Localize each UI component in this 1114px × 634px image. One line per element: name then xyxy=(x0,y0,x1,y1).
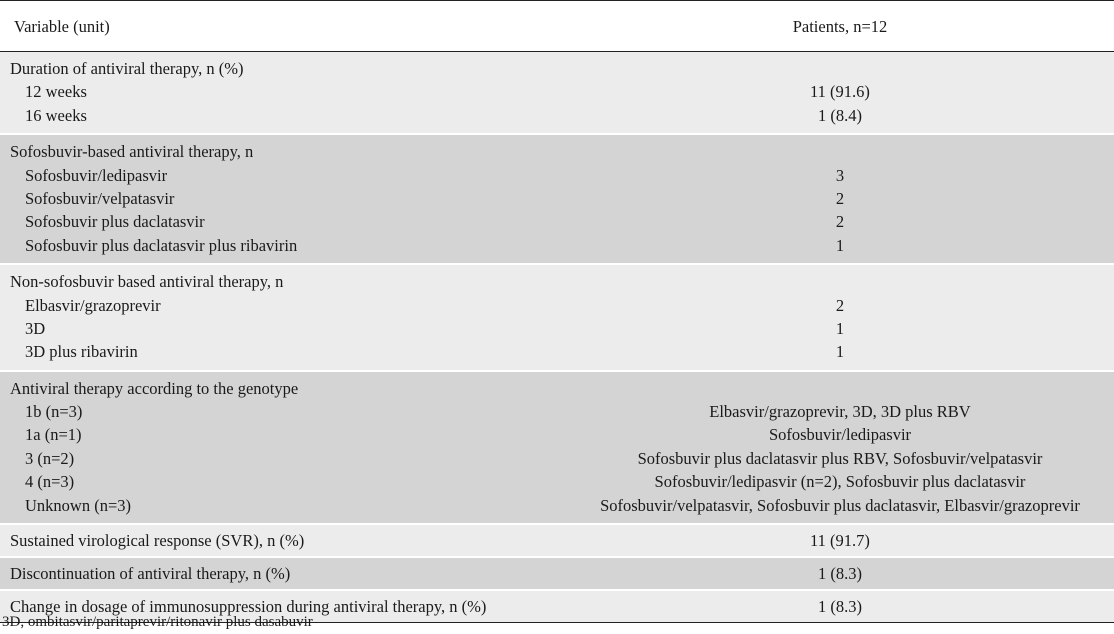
row-value: 2 xyxy=(835,212,845,232)
row-value: Sofosbuvir/ledipasvir (n=2), Sofosbuvir plus daclatasvir xyxy=(654,472,1026,492)
table-row xyxy=(0,340,1114,363)
row-value: 2 xyxy=(835,188,845,208)
row-label: 16 weeks xyxy=(25,105,87,125)
row-label: 3D plus ribavirin xyxy=(25,342,138,362)
table-row xyxy=(0,317,1114,340)
table-row xyxy=(0,470,1114,493)
table-row xyxy=(0,104,1114,127)
table-row xyxy=(0,423,1114,446)
row-value: 11 (91.7) xyxy=(810,531,870,551)
table-row xyxy=(0,210,1114,233)
row-label: 1a (n=1) xyxy=(25,425,82,445)
row-value: Sofosbuvir plus daclatasvir plus RBV, Sofosbuvir/velpatasvir xyxy=(637,448,1043,468)
table-header xyxy=(0,0,1114,52)
header-patients: Patients, n=12 xyxy=(792,17,888,36)
group-non-sofosbuvir xyxy=(0,265,1114,372)
row-label: 1b (n=3) xyxy=(25,402,83,422)
row-svr xyxy=(0,525,1114,558)
row-value: 1 (8.4) xyxy=(818,105,862,125)
row-value: 1 (8.3) xyxy=(818,597,862,617)
group-title-row xyxy=(0,57,1114,80)
row-value: 11 (91.6) xyxy=(810,82,870,102)
group-title-row xyxy=(0,270,1114,293)
group-title: Sofosbuvir-based antiviral therapy, n xyxy=(10,142,254,162)
table-footnote: 3D, ombitasvir/paritaprevir/ritonavir plus dasabuvir xyxy=(2,614,313,630)
row-label: 3 (n=2) xyxy=(25,448,75,468)
header-variable: Variable (unit) xyxy=(14,17,110,36)
table-row xyxy=(0,80,1114,103)
group-title-row xyxy=(0,377,1114,400)
table-row xyxy=(0,494,1114,517)
row-label: Sofosbuvir plus daclatasvir xyxy=(25,212,205,232)
row-label: Elbasvir/grazoprevir xyxy=(25,295,161,315)
group-title: Antiviral therapy according to the genotype xyxy=(10,378,299,398)
group-title: Non-sofosbuvir based antiviral therapy, n xyxy=(10,272,284,292)
table-row xyxy=(0,400,1114,423)
group-genotype xyxy=(0,372,1114,525)
row-value: 2 xyxy=(835,295,845,315)
table-row xyxy=(0,294,1114,317)
row-value: Sofosbuvir/ledipasvir xyxy=(768,425,912,445)
table-row xyxy=(0,234,1114,257)
row-value: Elbasvir/grazoprevir, 3D, 3D plus RBV xyxy=(709,402,971,422)
table-row xyxy=(0,447,1114,470)
group-duration xyxy=(0,52,1114,135)
row-value: Sofosbuvir/velpatasvir, Sofosbuvir plus daclatasvir, Elbasvir/grazoprevir xyxy=(600,495,1080,515)
row-discontinuation xyxy=(0,558,1114,591)
row-label: Sofosbuvir/velpatasvir xyxy=(25,188,175,208)
row-value: 1 xyxy=(835,235,845,255)
row-label: Sofosbuvir plus daclatasvir plus ribavirin xyxy=(25,235,298,255)
group-title-row xyxy=(0,140,1114,163)
row-value: 1 xyxy=(835,318,845,338)
row-label: Discontinuation of antiviral therapy, n (%) xyxy=(10,564,291,584)
row-label: Change in dosage of immunosuppression during antiviral therapy, n (%) xyxy=(10,597,487,617)
row-label: 3D xyxy=(25,318,46,338)
table-row xyxy=(0,164,1114,187)
group-title: Duration of antiviral therapy, n (%) xyxy=(10,59,244,78)
row-label: Unknown (n=3) xyxy=(25,495,132,515)
row-label: Sustained virological response (SVR), n (%) xyxy=(10,531,305,551)
group-sofosbuvir-based xyxy=(0,135,1114,265)
row-value: 1 (8.3) xyxy=(818,564,862,584)
row-value: 1 xyxy=(835,342,845,362)
table-row xyxy=(0,187,1114,210)
row-label: 12 weeks xyxy=(25,82,87,102)
row-value: 3 xyxy=(835,165,845,185)
table-row xyxy=(0,525,1114,556)
table-row xyxy=(0,558,1114,589)
row-label: Sofosbuvir/ledipasvir xyxy=(25,165,168,185)
row-label: 4 (n=3) xyxy=(25,472,75,492)
